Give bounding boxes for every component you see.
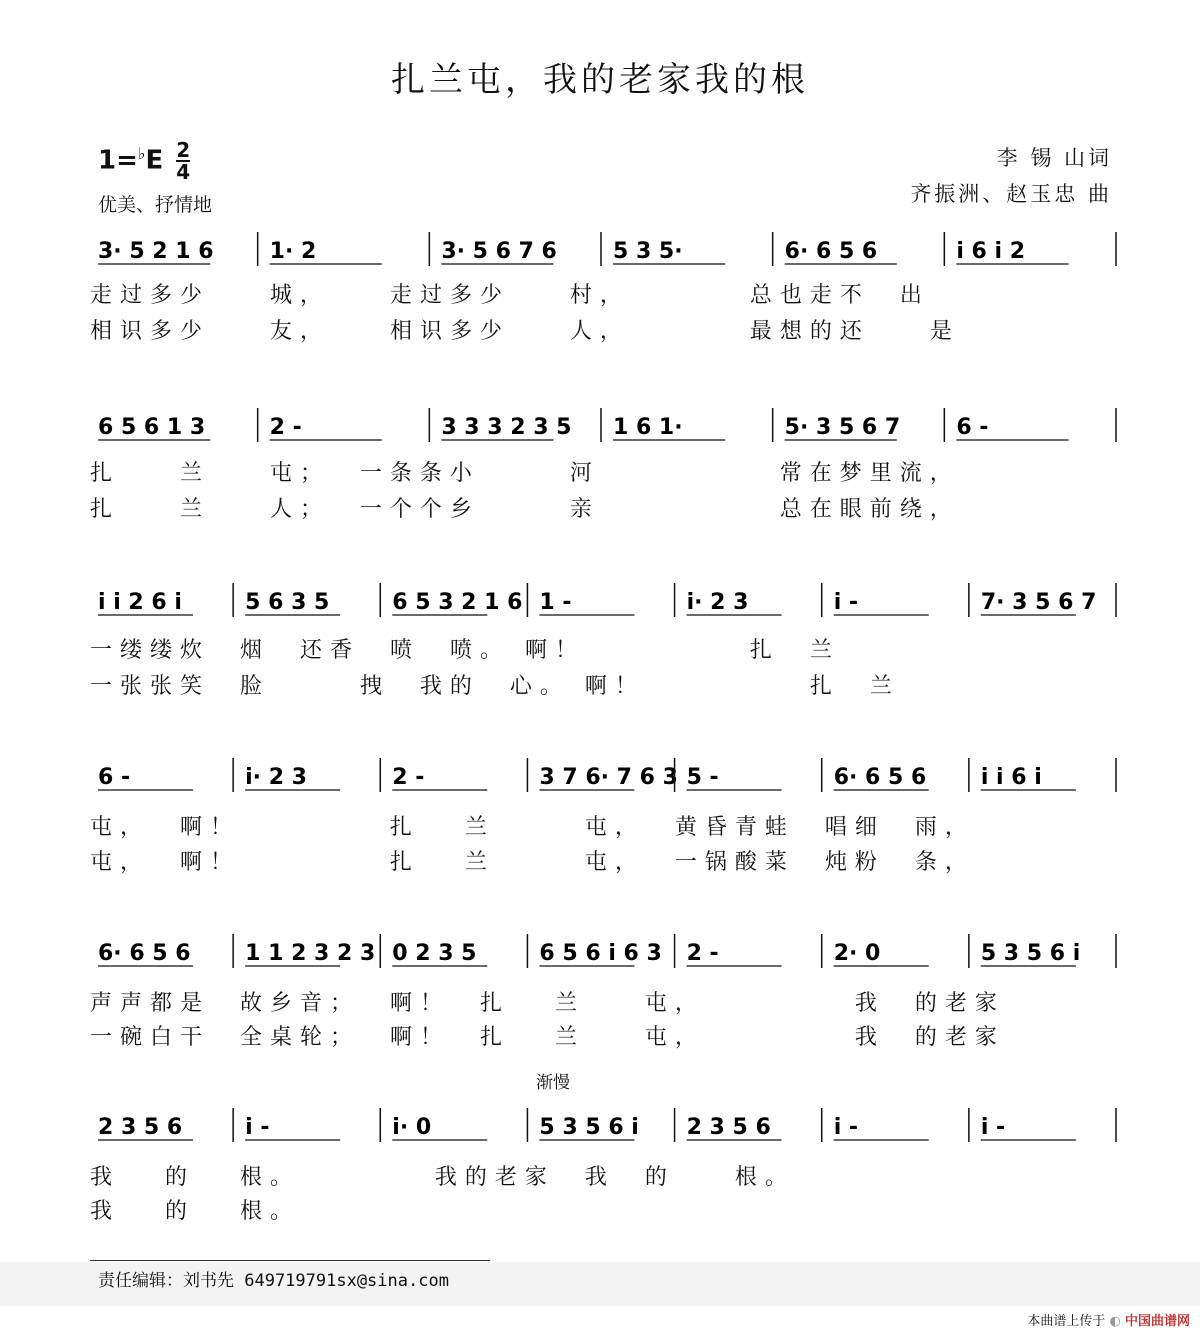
time-bottom: 4 (176, 160, 191, 184)
measures-svg-3 (90, 573, 1120, 633)
system-5 (90, 924, 1120, 1050)
measure-notes: 2 - (269, 415, 302, 440)
measure-notes: i· 2 3 (686, 590, 749, 615)
measure-notes: i - (245, 1115, 270, 1140)
measure-notes: 5 6 3 5 (245, 590, 330, 615)
system-4 (90, 748, 1120, 875)
flat-sign: ♭ (137, 143, 146, 163)
key-signature (98, 140, 190, 182)
lyrics-verse-2: 我 的 根。 (90, 1199, 300, 1224)
measures-svg-5 (90, 924, 1120, 984)
page-title: 扎兰屯，我的老家我的根 (391, 60, 809, 100)
measure-notes: i i 2 6 i (98, 590, 182, 615)
measure-notes: 6· 6 5 6 (833, 765, 927, 790)
notation-line-6 (90, 1098, 1120, 1158)
lyrics-verse-1: 屯， 啊！ 扎 兰 屯， 黄昏青蛙 唱细 雨， (90, 815, 975, 840)
time-signature (176, 140, 190, 182)
measure-notes: 6 - (956, 415, 989, 440)
measure-notes: 3· 5 6 7 6 (441, 239, 557, 264)
lyrics-verse-2: 一碗白干 全桌轮； 啊！ 扎 兰 屯， 我 的老家 (90, 1025, 1005, 1050)
lyrics-verse-1: 我 的 根。 我的老家 我 的 根。 (90, 1165, 795, 1190)
measure-notes: 5 3 5· (613, 239, 683, 264)
upload-prefix: 本曲谱上传于 (1027, 1314, 1106, 1329)
measures-svg-6 (90, 1098, 1120, 1158)
measure-notes: 1 6 1· (613, 415, 683, 440)
measure-notes: i· 0 (392, 1115, 432, 1140)
lyrics-verse-1: 一缕缕炊 烟 还香 喷 喷。 啊！ 扎 兰 (90, 638, 840, 663)
composer-credit: 齐振洲、赵玉忠 曲 (910, 182, 1112, 206)
measure-notes: 2· 0 (833, 941, 881, 966)
measures-svg-4 (90, 748, 1120, 808)
measure-notes: i 6 i 2 (956, 239, 1026, 264)
measure-notes: i - (980, 1115, 1006, 1140)
notation-line-3 (90, 573, 1120, 633)
measure-notes: 1 - (539, 590, 572, 615)
measures-svg-2 (90, 398, 1120, 458)
measure-notes: 5 3 5 6 i (980, 941, 1081, 966)
time-top: 2 (176, 138, 191, 162)
measure-notes: i i 6 i (980, 765, 1042, 790)
measure-notes: i - (833, 590, 859, 615)
measure-notes: 6 - (98, 765, 131, 790)
notation-line-5 (90, 924, 1120, 984)
measure-notes: 6 5 6 i 6 3 (539, 941, 662, 966)
notation-line-1 (90, 222, 1120, 282)
measure-notes: 5· 3 5 6 7 (784, 415, 901, 440)
measure-notes: 6 5 3 2 1 6 (392, 590, 523, 615)
lyrics-verse-1: 扎 兰 屯； 一条条小 河 常在梦里流， (90, 461, 960, 486)
lyrics-verse-2: 一张张笑 脸 拽 我的 心。 啊！ 扎 兰 (90, 674, 900, 699)
upload-notice (1027, 1310, 1190, 1329)
measure-notes: 7· 3 5 6 7 (980, 590, 1097, 615)
lyrics-verse-2: 相识多少 友， 相识多少 人， 最想的还 是 (90, 319, 960, 344)
measure-notes: 3 3 3 2 3 5 (441, 415, 572, 440)
measure-notes: 2 3 5 6 (98, 1115, 183, 1140)
notation-line-2 (90, 398, 1120, 458)
lyrics-verse-2: 屯， 啊！ 扎 兰 屯， 一锅酸菜 炖粉 条， (90, 850, 975, 875)
lyrics-verse-1: 走过多少 城， 走过多少 村， 总也走不 出 (90, 283, 930, 308)
measure-notes: 6· 6 5 6 (784, 239, 878, 264)
system-2 (90, 398, 1120, 522)
ritardando-marking: 渐慢 (536, 1073, 570, 1093)
lyrics-verse-1: 声声都是 故乡音； 啊！ 扎 兰 屯， 我 的老家 (90, 991, 1005, 1016)
tempo-marking: 优美、抒情地 (98, 194, 213, 216)
measure-notes: 5 3 5 6 i (539, 1115, 639, 1140)
editor-credit: 责任编辑：刘书先 649719791sx@sina.com (98, 1271, 449, 1291)
system-6 (90, 1098, 1120, 1224)
measure-notes: 6 5 6 1 3 (98, 415, 206, 440)
lyricist-credit: 李 锡 山词 (996, 146, 1112, 170)
measure-notes: 2 - (686, 941, 719, 966)
measures-svg-1 (90, 222, 1120, 282)
notation-line-4 (90, 748, 1120, 808)
key-letter: E (145, 145, 164, 176)
site-name[interactable]: 中国曲谱网 (1124, 1314, 1190, 1329)
measure-notes: 3· 5 2 1 6 (98, 239, 214, 264)
measure-notes: 2 - (392, 765, 425, 790)
measure-notes: 1 1 2 3 2 3 (245, 941, 376, 966)
site-logo-icon: ◐ (1109, 1314, 1121, 1329)
measure-notes: i· 2 3 (245, 765, 307, 790)
system-1 (90, 222, 1120, 344)
measure-notes: 3 7 6· 7 6 3 (539, 765, 678, 790)
measure-notes: 5 - (686, 765, 719, 790)
measure-notes: 6· 6 5 6 (98, 941, 191, 966)
footer-divider (90, 1260, 490, 1261)
key-prefix: 1= (98, 145, 138, 176)
measure-notes: i - (833, 1115, 859, 1140)
measure-notes: 0 2 3 5 (392, 941, 477, 966)
measure-notes: 2 3 5 6 (686, 1115, 771, 1140)
measure-notes: 1· 2 (269, 239, 317, 264)
system-3 (90, 573, 1120, 699)
lyrics-verse-2: 扎 兰 人； 一个个乡 亲 总在眼前绕， (90, 497, 960, 522)
